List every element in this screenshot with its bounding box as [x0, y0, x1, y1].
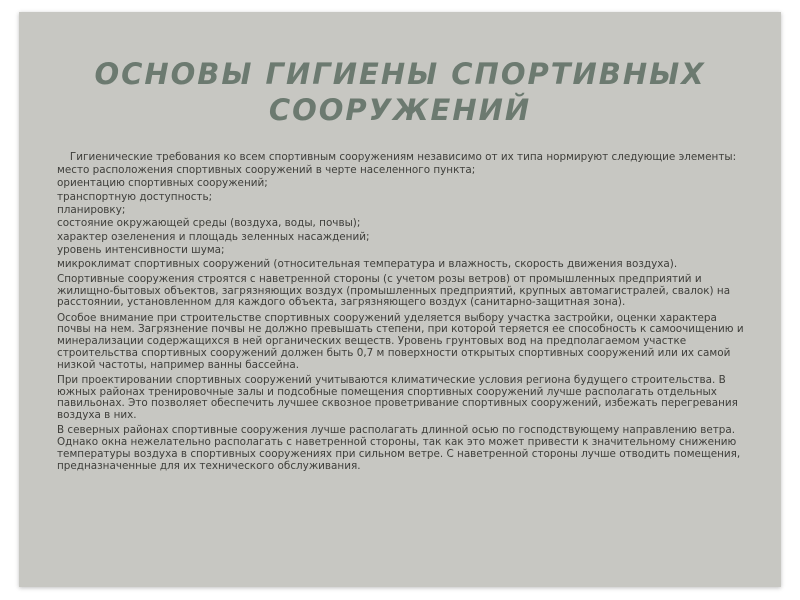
list-item: уровень интенсивности шума; [57, 244, 225, 257]
paragraph: В северных районах спортивные сооружения лучше располагать длинной осью по господствующему направлению ветра. Однако окна нежелательно располагать с наветренной стороны, так как это может привести к значительному снижению температуры воздуха в спортивных сооружениях при сильном ветре. С наветренной стороны лучше отводить помещения, предназначенные для их технического обслуживания. [57, 424, 741, 472]
slide-title: ОСНОВЫ ГИГИЕНЫ СПОРТИВНЫХ СООРУЖЕНИЙ [94, 57, 706, 127]
list-item: характер озеленения и площадь зеленных насаждений; [57, 230, 370, 243]
list-item: планировку; [57, 203, 126, 216]
list-item: транспортную доступность; [57, 190, 213, 203]
paragraph: При проектировании спортивных сооружений учитываются климатические условия региона будущего строительства. В южных районах тренировочные залы и подсобные помещения спортивных сооружений лучше располагать отдельных павильонах. Это позволяет обеспечить лучшее сквозное проветривание спортивных сооружений, избежать перегревания воздуха в них. [57, 373, 738, 422]
list-item: микроклимат спортивных сооружений (относительная температура и влажность, скорость движения воздуха). [57, 257, 678, 270]
intro-text: Гигиенические требования ко всем спортивным сооружениям независимо от их типа нормируют следующие элементы: [69, 151, 737, 163]
list-item: состояние окружающей среды (воздуха, воды, почвы); [57, 217, 361, 230]
paragraph: Спортивные сооружения строятся с наветренной стороны (с учетом розы ветров) от промышленных предприятий и жилищно-бытовых объектов, загрязняющих воздух (промышленных предприятий, крупных автомагистралей, свалок) на расстоянии, установленном для каждого объекта, загрязняющего воздух (санитарно-защитная зона). [57, 272, 731, 309]
paragraph: Особое внимание при строительстве спортивных сооружений уделяется выбору участка застройки, оценки характера почвы на нем. Загрязнение почвы не должно превышать степени, при которой теряется ее способность к самоочищению и минерализации содержащихся в ней органических веществ. Уровень грунтовых вод на предполагаемом участке строительства спортивных сооружений должен быть 0,7 м поверхности открытых спортивных сооружений или их самой низкой частоты, например ванны бассейна. [57, 311, 744, 371]
slide-body [57, 152, 749, 476]
list-item: место расположения спортивных сооружений в черте населенного пункта; [57, 163, 476, 176]
list-item: ориентацию спортивных сооружений; [57, 177, 268, 190]
content-panel [19, 12, 781, 587]
